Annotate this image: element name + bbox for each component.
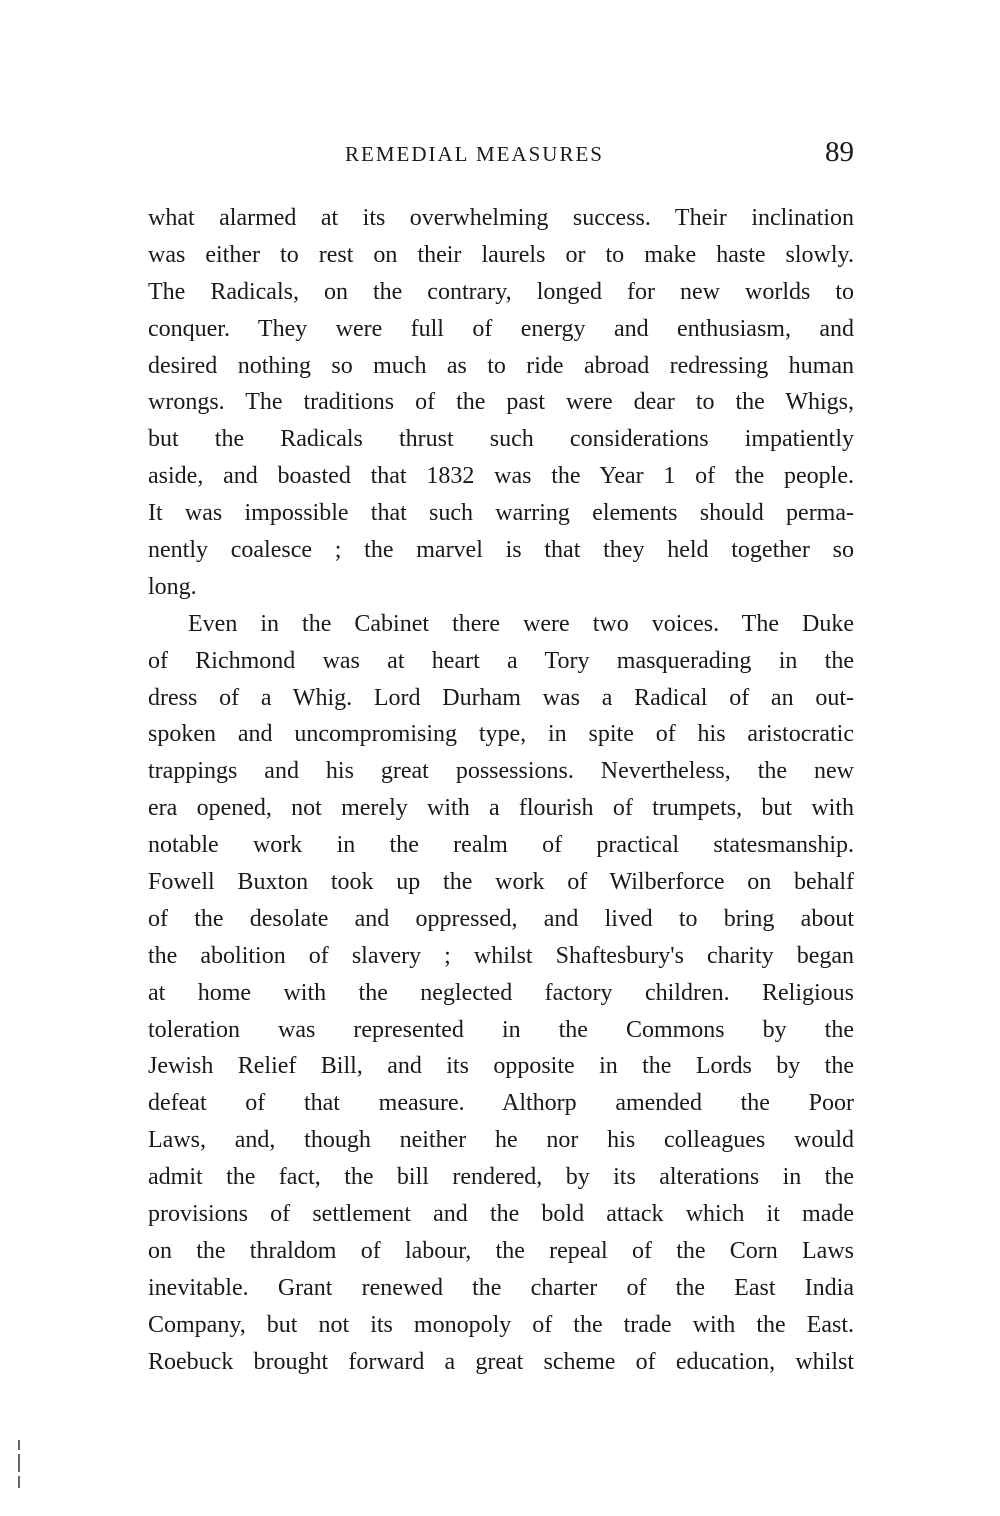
text-line: defeat of that measure. Althorp amended the Poor	[148, 1090, 854, 1117]
text-line: notable work in the realm of practical statesmanship.	[148, 832, 854, 859]
page-number: 89	[825, 136, 854, 168]
running-title: REMEDIAL MEASURES	[345, 142, 604, 166]
text-line: trappings and his great possessions. Nevertheless, the new	[148, 758, 854, 785]
text-line: admit the fact, the bill rendered, by its alterations in the	[148, 1164, 854, 1191]
text-line: of Richmond was at heart a Tory masquerading in the	[148, 647, 854, 674]
text-line: Laws, and, though neither he nor his colleagues would	[148, 1127, 854, 1154]
text-line: on the thraldom of labour, the repeal of the Corn Laws	[148, 1237, 854, 1264]
text-line: aside, and boasted that 1832 was the Year 1 of the people.	[148, 463, 854, 490]
text-line: desired nothing so much as to ride abroad redressing human	[148, 352, 854, 379]
text-line: long.	[148, 573, 197, 600]
text-line: toleration was represented in the Commons by the	[148, 1016, 854, 1043]
text-line: Roebuck brought forward a great scheme of education, whilst	[148, 1348, 854, 1375]
text-line: of the desolate and oppressed, and lived to bring about	[148, 905, 854, 932]
text-line: inevitable. Grant renewed the charter of the East India	[148, 1274, 854, 1301]
text-line: conquer. They were full of energy and enthusiasm, and	[148, 315, 854, 342]
text-line: era opened, not merely with a flourish of trumpets, but with	[148, 795, 854, 822]
text-line: at home with the neglected factory children. Religious	[148, 979, 854, 1006]
text-line: It was impossible that such warring elements should perma-	[148, 500, 854, 527]
text-line: wrongs. The traditions of the past were dear to the Whigs,	[148, 389, 854, 416]
text-line: Company, but not its monopoly of the trade with the East.	[148, 1311, 854, 1338]
text-line: The Radicals, on the contrary, longed for new worlds to	[148, 278, 854, 305]
text-line: Fowell Buxton took up the work of Wilberforce on behalf	[148, 869, 854, 896]
text-line: the abolition of slavery ; whilst Shaftesbury's charity began	[148, 942, 854, 969]
text-line: spoken and uncompromising type, in spite of his aristocratic	[148, 721, 854, 748]
paragraph-start-line: Even in the Cabinet there were two voices. The Duke	[188, 610, 854, 637]
page-header	[148, 138, 854, 178]
text-line: provisions of settlement and the bold attack which it made	[148, 1201, 854, 1228]
text-line: but the Radicals thrust such considerations impatiently	[148, 426, 854, 453]
text-line: what alarmed at its overwhelming success. Their inclination	[148, 205, 854, 231]
text-line: dress of a Whig. Lord Durham was a Radical of an out-	[148, 684, 854, 711]
text-line: Jewish Relief Bill, and its opposite in the Lords by the	[148, 1053, 854, 1080]
text-line: was either to rest on their laurels or to make haste slowly.	[148, 241, 854, 268]
scan-artifact	[18, 1440, 22, 1490]
text-line: nently coalesce ; the marvel is that they held together so	[148, 537, 854, 564]
body-text	[148, 200, 854, 1381]
